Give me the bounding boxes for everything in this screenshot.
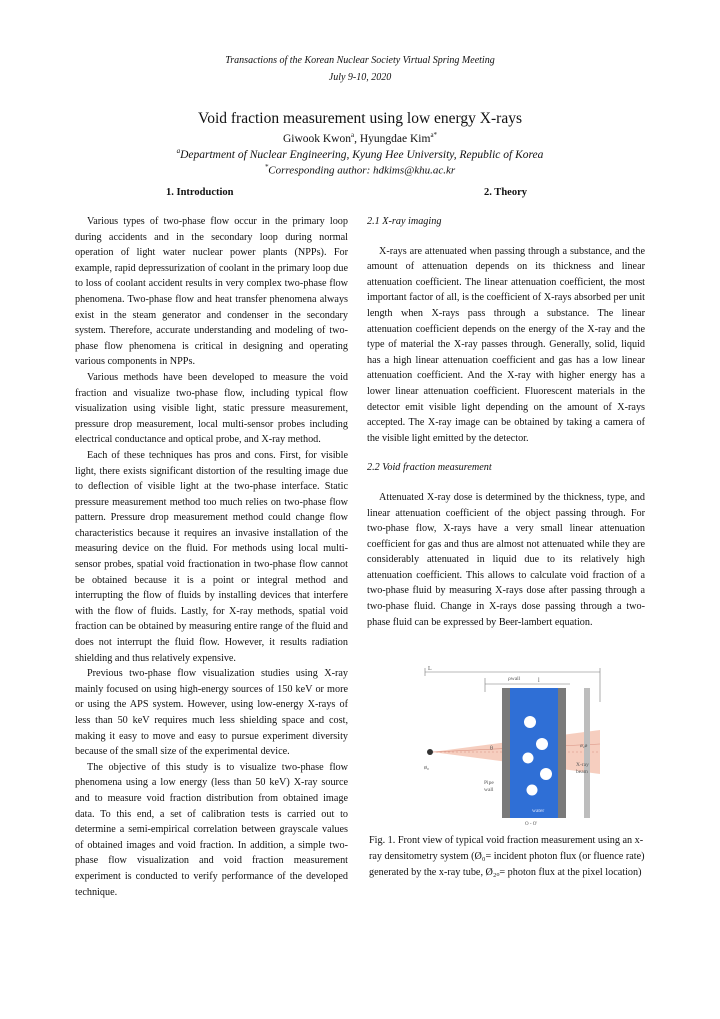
water-column [510, 688, 558, 818]
author-separator: , [354, 132, 360, 145]
pipe-wall [558, 688, 566, 818]
affiliation [0, 147, 720, 161]
radiation-source-icon [427, 749, 433, 755]
conference-header: Transactions of the Korean Nuclear Society Virtual Spring Meeting [225, 55, 495, 66]
label-pwall: ρwall [508, 676, 521, 682]
intro-paragraph: Previous two-phase flow visualization studies using X-ray mainly focused on using high-energy sources of 150 keV or more or using the APS system. However, using low-energy X-rays of less than 50 keV requires much less shielding space and cost, making it easy to move and easy to pursue experiment diversity because of the small size of the experimental device. [75, 668, 348, 758]
label-wall: wall [484, 787, 494, 793]
corresponding-text: Corresponding author: hdkims@khu.ac.kr [268, 164, 456, 177]
author-name: Giwook Kwon [282, 132, 351, 145]
label-theta: θ [490, 746, 493, 752]
label-phi2: ø₂ø [580, 743, 588, 749]
affil-mark: a [176, 147, 181, 155]
intro-paragraph: Various methods have been developed to measure the void fraction and visualize two-phase flow, including typical flow visualization using visible light, static pressure measurement, pressure drop measurement, local multi-sensor probes including electrical conductance and optical probe, and X-ray method. [75, 371, 348, 446]
right-column [367, 214, 645, 630]
label-section: O - O' [525, 822, 538, 827]
corresponding-author [0, 163, 720, 177]
label-phi0: ø₀ [424, 765, 430, 771]
conference-date: July 9-10, 2020 [328, 72, 392, 83]
label-l: l [538, 678, 540, 684]
label-water: water [532, 808, 545, 814]
section-heading-theory: 2. Theory [484, 187, 527, 198]
author-name: Hyungdae Kim [359, 132, 431, 145]
left-column [75, 214, 348, 900]
bubble [524, 716, 536, 728]
bubble [536, 738, 548, 750]
theory-paragraph: X-rays are attenuated when passing through a substance, and the amount of attenuation depends on its thickness and linear attenuation coefficient. The linear attenuation coefficient, the most important factor of all, is the coefficient of X-rays absorbed per unit length when X-rays pass through a substance. The linear attenuation coefficient depends on the energy of the X-ray and the type of material the X-ray passes through. Generally, solid, liquid has a high linear attenuation coefficient and gas has a low linear attenuation coefficient. And the X-ray with higher energy has a lower linear attenuation coefficient. Fluorescent materials in the detector emit visible light depending on the amount of X-rays accepted. The X-ray image can be obtained by taking a camera of the visible light emitted by the detector. [367, 245, 645, 444]
author-affil-mark: a [350, 131, 355, 139]
pipe-wall [502, 688, 510, 818]
detector [584, 688, 590, 818]
bubble [540, 768, 552, 780]
bubble [527, 785, 538, 796]
bubble [523, 753, 534, 764]
label-pipe: Pipe [484, 780, 494, 786]
figure-caption: Fig. 1. Front view of typical void fraction measurement using an x-ray densitometry system (Ø₀= incident photon flux (or fluence rate) generated by the x-ray tube, Ø₂ₒ= photon flux at the pixel location) [369, 835, 645, 878]
paper-title: Void fraction measurement using low energy X-rays [198, 110, 522, 127]
corr-mark: * [264, 163, 269, 171]
intro-paragraph: The objective of this study is to visualize two-phase flow phenomena using a low energy (less than 50 keV) X-ray source and to measure void fraction distribution from obtained image data. To this end, a set of calibration tests is carried out to determine a semi-empirical correlation between grayscale values of obtained images and void fraction. In addition, a simple two-phase flow visualization and void fraction measurement experiment is conducted to verify performance of the developed technique. [75, 761, 348, 898]
label-L: L [428, 666, 432, 672]
subsection-heading: 2.1 X-ray imaging [367, 216, 442, 227]
intro-paragraph: Various types of two-phase flow occur in the primary loop during accidents and in the secondary loop during normal operation of light water nuclear power plants (NPPs). For example, rapid depressurization of coolant in the primary loop due to loss of coolant accident results in very complex two-phase flow phenomena. Two-phase flow and heat transfer phenomena always exist in the steam generator and condenser in the secondary system. Therefore, accurate understanding and modeling of two-phase flow phenomena is critical in designing and operating various components in NPPs. [75, 216, 348, 368]
section-heading-introduction: 1. Introduction [166, 187, 234, 198]
intro-paragraph: Each of these techniques has pros and cons. First, for visible light, there exists significant distortion of the resulting image due to deflection of visible light at the two-phase interface. Static pressure measurement method too much relies on two-phase flow pattern. Pressure drop measurement method could change flow characteristics because it requires an invasive installation of the measuring device on the fluid. For methods using local multi-sensor probes, spatial void fractionation in two-phase flow cannot be obtained because it is a point or integral method and interrupting the flow of fluids by installing devices that interfere with the flow of fluids. Lastly, for X-ray methods, spatial void fraction can be obtained by measuring entire range of the fluid and does not interrupt the fluid flow. However, it results radiation shielding and thus relatively expensive. [75, 449, 348, 664]
label-beam: beam [576, 769, 588, 775]
author-affil-mark: a* [430, 131, 438, 139]
label-xray: X-ray [576, 762, 589, 768]
authors [0, 131, 720, 145]
theory-paragraph: Attenuated X-ray dose is determined by the thickness, type, and linear attenuation coefficient of the object passing through. For two-phase flow, X-rays have a very small linear attenuation coefficient for gas and thus are almost not attenuated while they are considerably attenuated in liquid due to its relatively high attenuation coefficient. This allows to calculate void fraction of a two-phase fluid by measuring X-rays dose after passing through a two-phase fluid. Change in X-rays dose passing through a two-phase fluid can be expressed by Beer-lambert equation. [367, 491, 645, 628]
figure-xray-densitometry [420, 662, 605, 827]
affiliation-text: Department of Nuclear Engineering, Kyung Hee University, Republic of Korea [180, 148, 544, 161]
subsection-heading: 2.2 Void fraction measurement [367, 462, 492, 474]
